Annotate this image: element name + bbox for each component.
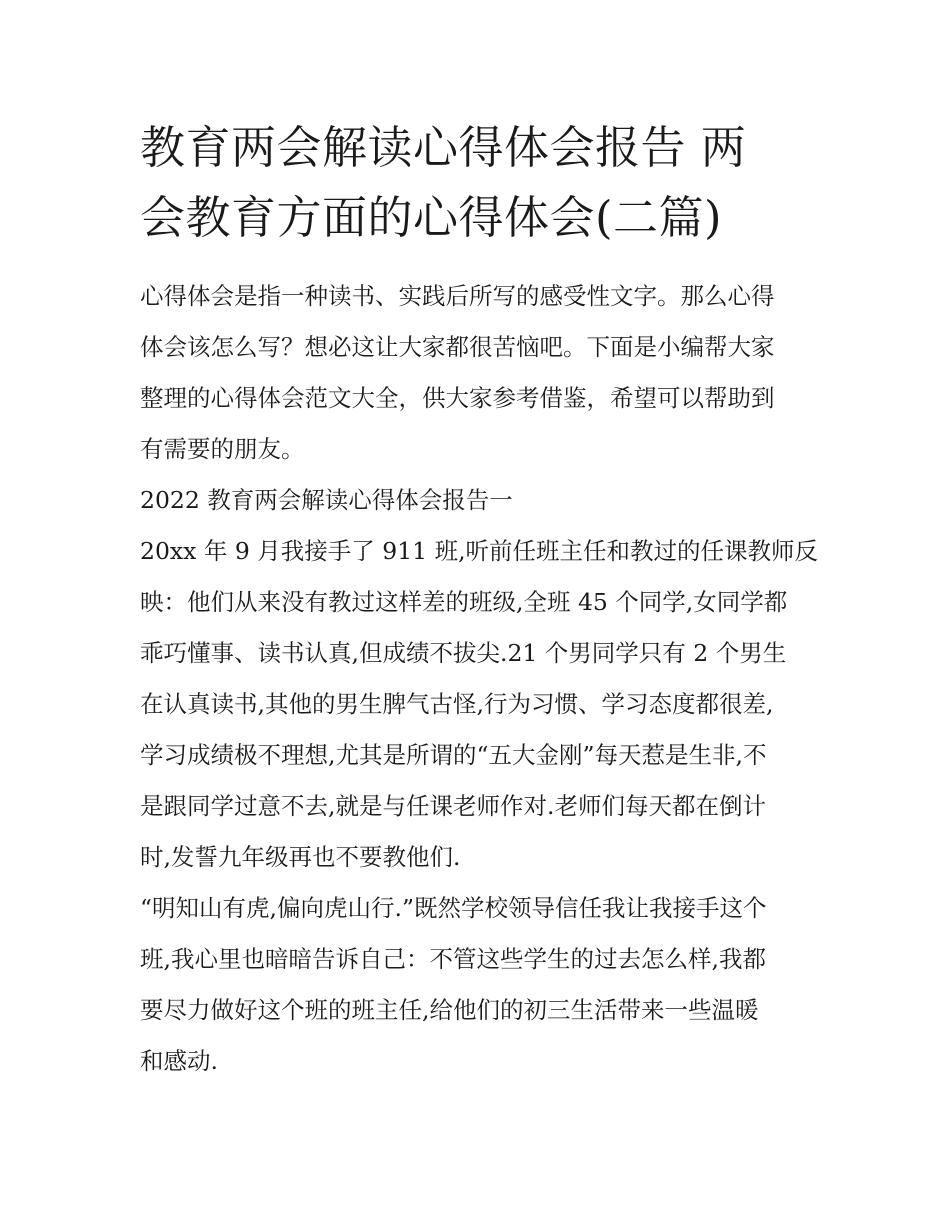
text-line: 体会该怎么写？想必这让大家都很苦恼吧。下面是小编帮大家: [140, 333, 775, 361]
document-body: [140, 113, 819, 1087]
text-line: 班,我心里也暗暗告诉自己：不管这些学生的过去怎么样,我都: [140, 945, 766, 973]
text-line: 心得体会是指一种读书、实践后所写的感受性文字。那么心得: [140, 282, 775, 310]
text-line: “明知山有虎,偏向虎山行.”既然学校领导信任我让我接手这个: [140, 894, 767, 922]
body-paragraph-1: [140, 526, 819, 883]
document-title: [140, 113, 812, 253]
text-line: 要尽力做好这个班的班主任,给他们的初三生活带来一些温暖: [140, 996, 759, 1024]
text-line: 学习成绩极不理想,尤其是所谓的“五大金刚”每天惹是生非,不: [140, 741, 767, 769]
intro-paragraph: [140, 271, 812, 475]
text-line: 20xx 年 9 月我接手了 911 班,听前任班主任和教过的任课教师反: [140, 537, 819, 565]
title-line: 教育两会解读心得体会报告 两: [140, 121, 747, 174]
title-line: 会教育方面的心得体会(二篇): [140, 191, 723, 244]
text-line: 在认真读书,其他的男生脾气古怪,行为习惯、学习态度都很差,: [140, 690, 774, 718]
text-line: 是跟同学过意不去,就是与任课老师作对.老师们每天都在倒计: [140, 792, 766, 820]
text-line: 和感动.: [140, 1047, 218, 1075]
text-line: 有需要的朋友。: [140, 435, 305, 463]
text-line: 乖巧懂事、读书认真,但成绩不拔尖.21 个男同学只有 2 个男生: [140, 639, 787, 667]
text-line: 时,发誓九年级再也不要教他们.: [140, 843, 461, 871]
section-heading: 2022 教育两会解读心得体会报告一: [140, 486, 513, 514]
text-line: 映：他们从来没有教过这样差的班级,全班 45 个同学,女同学都: [140, 588, 788, 616]
body-paragraph-2: [140, 883, 812, 1087]
text-line: 整理的心得体会范文大全，供大家参考借鉴，希望可以帮助到: [140, 384, 775, 412]
